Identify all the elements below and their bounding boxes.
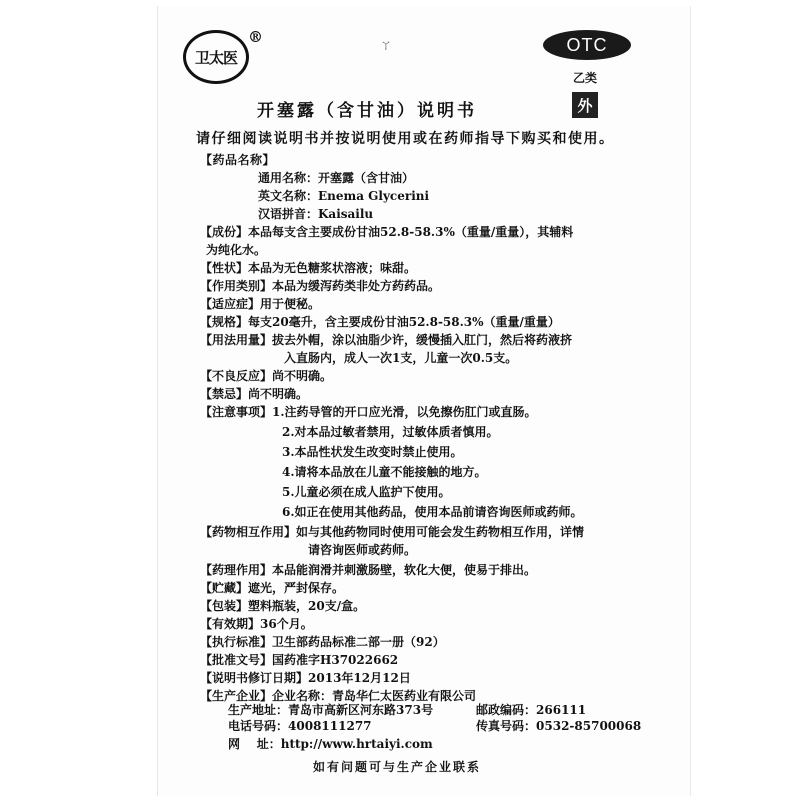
section-name-label: 【药品名称】: [200, 153, 276, 167]
storage-row: [200, 580, 344, 596]
usage-text: 拔去外帽，涂以油脂少许，缓慢插入肛门，然后将药液挤: [272, 333, 573, 347]
expiry-text: 36个月。: [260, 617, 313, 631]
address-label: 生产地址：: [228, 703, 289, 717]
interaction-label: 【药物相互作用】: [200, 525, 297, 539]
fax-text: 0532-85700068: [536, 719, 642, 733]
fax-row: [476, 718, 641, 734]
interaction-text-cont: 请咨询医师或药师。: [308, 543, 417, 557]
pharma-row: [200, 562, 536, 578]
external-use-badge: 外: [572, 92, 598, 118]
class-row: [200, 278, 440, 294]
address-text: 青岛市高新区河东路373号: [288, 703, 434, 717]
ingredients-text: 本品每支含主要成份甘油52.8-58.3%（重量/重量），其辅料: [248, 225, 574, 239]
indication-row: [200, 296, 320, 312]
usage-label: 【用法用量】: [200, 333, 273, 347]
phone-text: 4008111277: [288, 719, 372, 733]
approval-text: 国药准字H37022662: [272, 653, 399, 667]
maker-label: 【生产企业】: [200, 689, 273, 703]
usage-text-cont: 入直肠内，成人一次1支，儿童一次0.5支。: [284, 351, 518, 365]
document-title: 开塞露（含甘油）说明书: [257, 101, 477, 121]
footer-notice: 如有问题可与生产企业联系: [313, 760, 482, 774]
brand-logo-text: 卫太医: [194, 48, 237, 67]
contra-label: 【禁忌】: [200, 387, 249, 401]
read-notice: 请仔细阅读说明书并按说明使用或在药师指导下购买和使用。: [196, 131, 615, 147]
spec-row: [200, 314, 560, 330]
approval-row: [200, 652, 398, 668]
spec-label: 【规格】: [200, 315, 249, 329]
approval-label: 【批准文号】: [200, 653, 273, 667]
web-row: [228, 736, 433, 752]
spec-text: 每支20毫升，含主要成份甘油52.8-58.3%（重量/重量）: [248, 315, 560, 329]
stray-mark: ㄚ: [380, 38, 393, 52]
caution-item-3: 3.本品性状发生改变时禁止使用。: [282, 445, 463, 459]
package-row: [200, 598, 365, 614]
web-label: 网 址：: [228, 737, 281, 751]
class-label: 【作用类别】: [200, 279, 273, 293]
standard-text: 卫生部药品标准二部一册（92）: [272, 635, 445, 649]
storage-text: 遮光，严封保存。: [248, 581, 345, 595]
caution-item-4: 4.请将本品放在儿童不能接触的地方。: [282, 465, 487, 479]
caution-item-1: 1.注药导管的开口应光滑，以免擦伤肛门或直肠。: [272, 405, 537, 419]
properties-row: [200, 260, 416, 276]
indication-text: 用于便秘。: [260, 297, 321, 311]
generic-name: 通用名称：开塞露（含甘油）: [258, 171, 415, 185]
postcode-row: [476, 702, 586, 718]
storage-label: 【贮藏】: [200, 581, 249, 595]
standard-label: 【执行标准】: [200, 635, 273, 649]
adverse-row: [200, 368, 332, 384]
brand-logo: [183, 30, 249, 84]
postcode-text: 266111: [536, 703, 587, 717]
caution-item-5: 5.儿童必须在成人监护下使用。: [282, 485, 451, 499]
pinyin-name: 汉语拼音：Kaisailu: [258, 207, 374, 221]
package-label: 【包装】: [200, 599, 249, 613]
caution-row: [200, 404, 537, 420]
phone-row: [228, 718, 372, 734]
revision-text: 2013年12月12日: [308, 671, 411, 685]
ingredients-label: 【成份】: [200, 225, 249, 239]
indication-label: 【适应症】: [200, 297, 261, 311]
caution-item-6: 6.如正在使用其他药品，使用本品前请咨询医师或药师。: [282, 505, 583, 519]
expiry-row: [200, 616, 313, 632]
maker-text: 企业名称：青岛华仁太医药业有限公司: [272, 689, 477, 703]
pharma-label: 【药理作用】: [200, 563, 273, 577]
standard-row: [200, 634, 445, 650]
ingredients-text-cont: 为纯化水。: [206, 243, 267, 257]
category-label: 乙类: [573, 71, 598, 85]
revision-row: [200, 670, 411, 686]
registered-mark: ®: [248, 28, 263, 46]
revision-label: 【说明书修订日期】: [200, 671, 309, 685]
caution-label: 【注意事项】: [200, 405, 273, 419]
pharma-text: 本品能润滑并刺激肠壁，软化大便，使易于排出。: [272, 563, 537, 577]
english-name: 英文名称：Enema Glycerini: [258, 189, 430, 203]
otc-badge: [543, 30, 631, 60]
package-text: 塑料瓶装，20支/盒。: [248, 599, 366, 613]
interaction-text: 如与其他药物同时使用可能会发生药物相互作用，详情: [296, 525, 585, 539]
expiry-label: 【有效期】: [200, 617, 261, 631]
contra-row: [200, 386, 308, 402]
postcode-label: 邮政编码：: [476, 703, 537, 717]
caution-item-2: 2.对本品过敏者禁用，过敏体质者慎用。: [282, 425, 499, 439]
usage-row: [200, 332, 572, 348]
class-text: 本品为缓泻药类非处方药药品。: [272, 279, 441, 293]
properties-label: 【性状】: [200, 261, 249, 275]
ingredients-row: [200, 224, 573, 240]
adverse-text: 尚不明确。: [272, 369, 333, 383]
contra-text: 尚不明确。: [248, 387, 309, 401]
adverse-label: 【不良反应】: [200, 369, 273, 383]
interaction-row: [200, 524, 584, 540]
fax-label: 传真号码：: [476, 719, 537, 733]
phone-label: 电话号码：: [228, 719, 289, 733]
otc-label: OTC: [566, 34, 608, 55]
address-row: [228, 702, 433, 718]
web-text: http://www.hrtaiyi.com: [280, 737, 433, 751]
properties-text: 本品为无色糖浆状溶液；味甜。: [248, 261, 417, 275]
